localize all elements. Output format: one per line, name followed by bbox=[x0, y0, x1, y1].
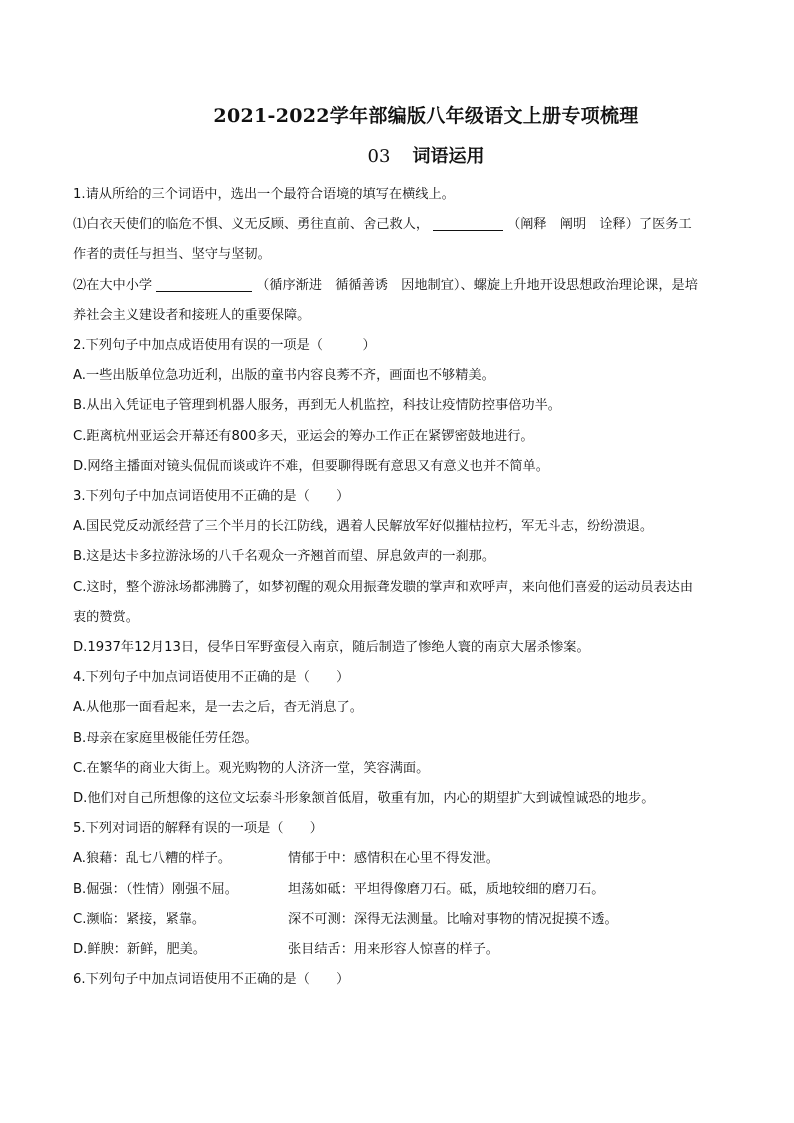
question-4-option-c: C.在繁华的商业大街上。观光购物的人济济一堂，笑容满面。 bbox=[73, 760, 430, 776]
question-2-option-a: A.一些出版单位急功近利，出版的童书内容良莠不齐，画面也不够精美。 bbox=[73, 368, 495, 384]
question-list bbox=[73, 180, 723, 995]
question-2-option-d: D.网络主播面对镜头侃侃而谈或许不难，但要聊得既有意思又有意义也并不简单。 bbox=[73, 458, 549, 474]
question-5-option-d: D.鲜腴：新鲜，肥美。 张目结舌：用来形容人惊喜的样子。 bbox=[73, 942, 499, 958]
question-3-option-c: C.这时，整个游泳场都沸腾了，如梦初醒的观众用振聋发聩的掌声和欢呼声，来向他们喜爱的运动员表达由 bbox=[73, 579, 694, 595]
question-4-option-d: D.他们对自己所想像的这位文坛泰斗形象颔首低眉，敬重有加，内心的期望扩大到诚惶诚恐的地步。 bbox=[73, 791, 655, 807]
section-number: 03 bbox=[367, 146, 391, 167]
question-1-stem: 1.请从所给的三个词语中，选出一个最符合语境的填写在横线上。 bbox=[73, 187, 455, 202]
question-4-stem: 4.下列句子中加点词语使用不正确的是（ ） bbox=[73, 670, 350, 686]
question-2-stem: 2.下列句子中加点成语使用有误的一项是（ ） bbox=[73, 338, 376, 354]
answer-blank-1 bbox=[433, 214, 503, 231]
question-3-stem: 3.下列句子中加点词语使用不正确的是（ ） bbox=[73, 489, 350, 505]
question-4-option-b: B.母亲在家庭里极能任劳任怨。 bbox=[73, 730, 258, 746]
question-5-option-a: A.狼藉：乱七八糟的样子。 情郁于中：感情积在心里不得发泄。 bbox=[73, 851, 499, 867]
question-6-stem: 6.下列句子中加点词语使用不正确的是（ ） bbox=[73, 972, 350, 988]
question-2-option-c: C.距离杭州亚运会开幕还有800多天，亚运会的筹办工作正在紧锣密鼓地进行。 bbox=[73, 428, 534, 444]
answer-blank-2 bbox=[156, 275, 252, 292]
document-title: 2021-2022学年部编版八年级语文上册专项梳理 bbox=[213, 105, 639, 127]
question-3-option-c-cont: 衷的赞赏。 bbox=[73, 609, 139, 625]
section-heading bbox=[0, 144, 794, 170]
question-5-option-b: B.倔强：（性情）刚强不屈。 坦荡如砥：平坦得像磨刀石。砥，质地较细的磨刀石。 bbox=[73, 881, 605, 897]
question-5-stem: 5.下列对词语的解释有误的一项是（ ） bbox=[73, 821, 323, 837]
question-3-option-b: B.这是达卡多拉游泳场的八千名观众一齐翘首而望、屏息敛声的一刹那。 bbox=[73, 549, 496, 565]
question-1-item-2-cont: 养社会主义建设者和接班人的重要保障。 bbox=[73, 307, 311, 323]
question-3-option-d: D.1937年12月13日，侵华日军野蛮侵入南京，随后制造了惨绝人寰的南京大屠杀惨案。 bbox=[73, 640, 590, 656]
question-5-option-c: C.濒临：紧接，紧靠。 深不可测：深得无法测量。比喻对事物的情况捉摸不透。 bbox=[73, 911, 618, 927]
section-title: 词语运用 bbox=[412, 146, 485, 167]
question-4-option-a: A.从他那一面看起来，是一去之后，杳无消息了。 bbox=[73, 700, 363, 716]
question-1-item-1: ⑴白衣天使们的临危不惧、义无反顾、勇往直前、舍己救人， （阐释 阐明 诠释）了医务工 bbox=[73, 210, 723, 240]
question-1-item-1-cont: 作者的责任与担当、坚守与坚韧。 bbox=[73, 247, 271, 263]
question-3-option-a: A.国民党反动派经营了三个半月的长江防线，遇着人民解放军好似摧枯拉朽，军无斗志，纷纷溃退。 bbox=[73, 519, 654, 535]
question-2-option-b: B.从出入凭证电子管理到机器人服务，再到无人机监控，科技让疫情防控事倍功半。 bbox=[73, 398, 561, 414]
question-1-item-2: ⑵在大中小学 （循序渐进 循循善诱 因地制宜）、螺旋上升地开设思想政治理论课，是培 bbox=[73, 271, 723, 301]
